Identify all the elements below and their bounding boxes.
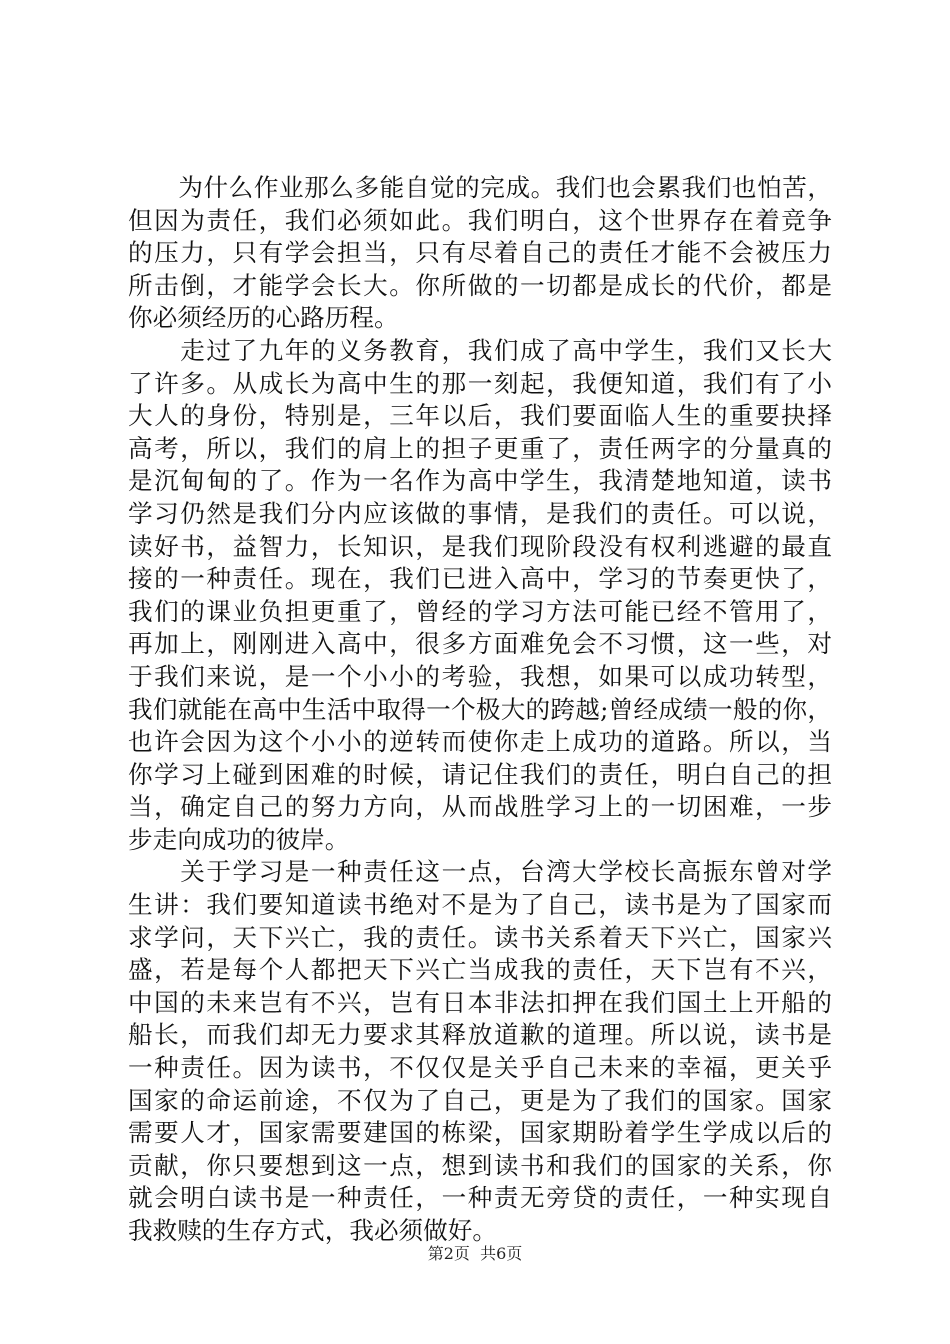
text-line: 贡献，你只要想到这一点，想到读书和我们的国家的关系，你 bbox=[128, 1150, 832, 1180]
text-line: 需要人才，国家需要建国的栋梁，国家期盼着学生学成以后的 bbox=[128, 1118, 832, 1148]
text-line: 于我们来说，是一个小小的考验，我想，如果可以成功转型， bbox=[128, 661, 832, 691]
text-line: 为什么作业那么多能自觉的完成。我们也会累我们也怕苦， bbox=[128, 173, 832, 202]
text-line: 所击倒，才能学会长大。你所做的一切都是成长的代价，都是 bbox=[128, 270, 832, 300]
paragraph-1 bbox=[128, 172, 832, 335]
text-line: 但因为责任，我们必须如此。我们明白，这个世界存在着竞争 bbox=[128, 205, 832, 235]
text-line: 大人的身份，特别是，三年以后，我们要面临人生的重要抉择 bbox=[128, 401, 832, 431]
paragraph-2 bbox=[128, 335, 832, 857]
text-line: 是沉甸甸的了。作为一名作为高中学生，我清楚地知道，读书 bbox=[128, 466, 832, 496]
text-line: 生讲：我们要知道读书绝对不是为了自己，读书是为了国家而 bbox=[128, 890, 832, 920]
text-line: 高考，所以，我们的肩上的担子更重了，责任两字的分量真的 bbox=[128, 433, 832, 463]
text-line: 求学问，天下兴亡，我的责任。读书关系着天下兴亡，国家兴 bbox=[128, 922, 832, 952]
text-line: 学习仍然是我们分内应该做的事情，是我们的责任。可以说， bbox=[128, 498, 832, 528]
footer-separator bbox=[470, 1244, 480, 1263]
text-line: 接的一种责任。现在，我们已进入高中，学习的节奏更快了， bbox=[128, 564, 832, 594]
text-line: 盛，若是每个人都把天下兴亡当成我的责任，天下岂有不兴， bbox=[128, 955, 832, 985]
text-line: 的压力，只有学会担当，只有尽着自己的责任才能不会被压力 bbox=[128, 238, 832, 268]
text-line: 读好书，益智力，长知识，是我们现阶段没有权利逃避的最直 bbox=[128, 531, 832, 561]
body-text bbox=[128, 172, 832, 1248]
text-line: 你必须经历的心路历程。 bbox=[128, 303, 399, 333]
text-line: 中国的未来岂有不兴，岂有日本非法扣押在我们国土上开船的 bbox=[128, 987, 832, 1017]
text-line: 再加上，刚刚进入高中，很多方面难免会不习惯，这一些，对 bbox=[128, 629, 832, 659]
text-line: 我救赎的生存方式，我必须做好。 bbox=[128, 1216, 497, 1245]
text-line: 一种责任。因为读书，不仅仅是关乎自己未来的幸福，更关乎 bbox=[128, 1053, 832, 1083]
page-number-total: 共6页 bbox=[480, 1244, 523, 1263]
text-line: 走过了九年的义务教育，我们成了高中学生，我们又长大 bbox=[128, 335, 832, 365]
paragraph-3 bbox=[128, 856, 832, 1247]
text-line: 关于学习是一种责任这一点，台湾大学校长高振东曾对学 bbox=[128, 857, 832, 887]
text-line: 国家的命运前途，不仅为了自己，更是为了我们的国家。国家 bbox=[128, 1085, 832, 1115]
text-line: 我们的课业负担更重了，曾经的学习方法可能已经不管用了， bbox=[128, 596, 832, 626]
text-line: 我们就能在高中生活中取得一个极大的跨越;曾经成绩一般的你， bbox=[128, 694, 832, 724]
page-number-current: 第2页 bbox=[427, 1244, 470, 1263]
text-line: 当，确定自己的努力方向，从而战胜学习上的一切困难，一步 bbox=[128, 792, 832, 822]
text-line: 了许多。从成长为高中生的那一刻起，我便知道，我们有了小 bbox=[128, 368, 832, 398]
page-footer bbox=[0, 1244, 950, 1264]
text-line: 步走向成功的彼岸。 bbox=[128, 824, 350, 854]
text-line: 你学习上碰到困难的时候，请记住我们的责任，明白自己的担 bbox=[128, 759, 832, 789]
text-line: 也许会因为这个小小的逆转而使你走上成功的道路。所以，当 bbox=[128, 727, 832, 757]
text-line: 船长，而我们却无力要求其释放道歉的道理。所以说，读书是 bbox=[128, 1020, 832, 1050]
text-line: 就会明白读书是一种责任，一种责无旁贷的责任，一种实现自 bbox=[128, 1183, 832, 1213]
